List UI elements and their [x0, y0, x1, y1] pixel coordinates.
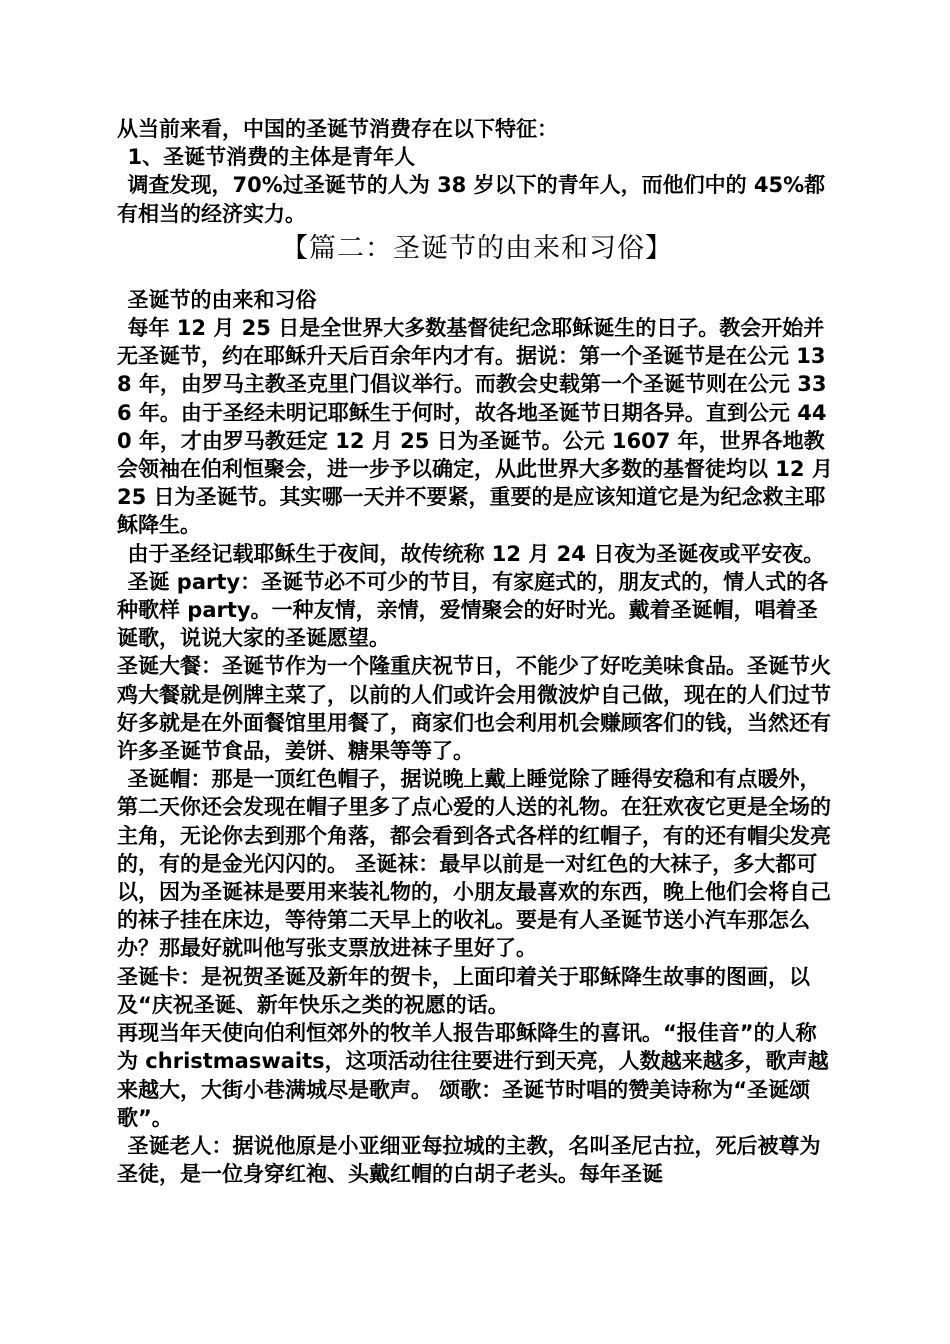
intro-line-2: 1、圣诞节消费的主体是青年人 — [127, 145, 416, 170]
document-body — [117, 115, 837, 1188]
section-title: 【篇二：圣诞节的由来和习俗】 — [281, 232, 673, 264]
intro-line-1: 从当前来看，中国的圣诞节消费存在以下特征： — [117, 117, 558, 141]
paragraph-santa: 圣诞老人：据说他原是小亚细亚每拉城的主教，名叫圣尼古拉，死后被尊为圣徒，是一位身穿红袍、头戴红帽的白胡子老头。每年圣诞 — [117, 1133, 821, 1187]
paragraph-christmas-eve: 由于圣经记载耶稣生于夜间，故传统称 12 月 24 日夜为圣诞夜或平安夜。 — [127, 541, 825, 566]
paragraph-origin: 每年 12 月 25 日是全世界大多数基督徒纪念耶稣诞生的日子。教会开始并无圣诞节，约在耶稣升天后百余年内才有。据说：第一个圣诞节是在公元 138 年，由罗马主教圣克里门倡议举行。而教会史载第一个圣诞节则在公元 336 年。由于圣经未明记耶稣生于何时，故各地圣诞节日期各异。直到公元 440 年，才由罗马教廷定 12 月 25 日为圣诞节。公元 1607 年，世界各地教会领袖在伯利恒聚会，进一步予以确定，从此世界大多数的基督徒均以 12 月 25 日为圣诞节。其实哪一天并不要紧，重要的是应该知道它是为纪念救主耶稣降生。 — [117, 316, 833, 538]
paragraph-hat-stocking: 圣诞帽：那是一顶红色帽子，据说晚上戴上睡觉除了睡得安稳和有点暖外，第二天你还会发现在帽子里多了点心爱的人送的礼物。在狂欢夜它更是全场的主角，无论你去到那个角落，都会看到各式各样的红帽子，有的还有帽尖发亮的，有的是金光闪闪的。 圣诞袜：最早以前是一对红色的大袜子，多大都可以，因为圣诞袜是要用来装礼物的，小朋友最喜欢的东西，晚上他们会将自己的袜子挂在床边，等待第二天早上的收礼。要是有人圣诞节送小汽车那怎么办？那最好就叫他写张支票放进袜子里好了。 — [117, 767, 831, 961]
paragraph-dinner: 圣诞大餐：圣诞节作为一个隆重庆祝节日，不能少了好吃美味食品。圣诞节火鸡大餐就是例牌主菜了，以前的人们或许会用微波炉自己做，现在的人们过节好多就是在外面餐馆里用餐了，商家们也会利用机会赚顾客们的钱，当然还有许多圣诞节食品，姜饼、糖果等等了。 — [117, 654, 831, 764]
intro-line-3: 调查发现，70%过圣诞节的人为 38 岁以下的青年人，而他们中的 45%都有相当的经济实力。 — [117, 173, 826, 226]
section-subtitle: 圣诞节的由来和习俗 — [127, 287, 317, 312]
paragraph-card: 圣诞卡：是祝贺圣诞及新年的贺卡，上面印着关于耶稣降生故事的图画，以及“庆祝圣诞、新年快乐之类的祝愿的话。 — [117, 964, 810, 1017]
paragraph-carols: 再现当年天使向伯利恒郊外的牧羊人报告耶稣降生的喜讯。“报佳音”的人称为 christmaswaits，这项活动往往要进行到天亮，人数越来越多，歌声越来越大，大街小巷满城尽是歌声。 颂歌：圣诞节时唱的赞美诗称为“圣诞颂歌”。 — [117, 1021, 829, 1130]
paragraph-party: 圣诞 party：圣诞节必不可少的节目，有家庭式的，朋友式的，情人式的各种歌样 party。一种友情，亲情，爱情聚会的好时光。戴着圣诞帽，唱着圣诞歌，说说大家的圣诞愿望。 — [117, 569, 829, 651]
